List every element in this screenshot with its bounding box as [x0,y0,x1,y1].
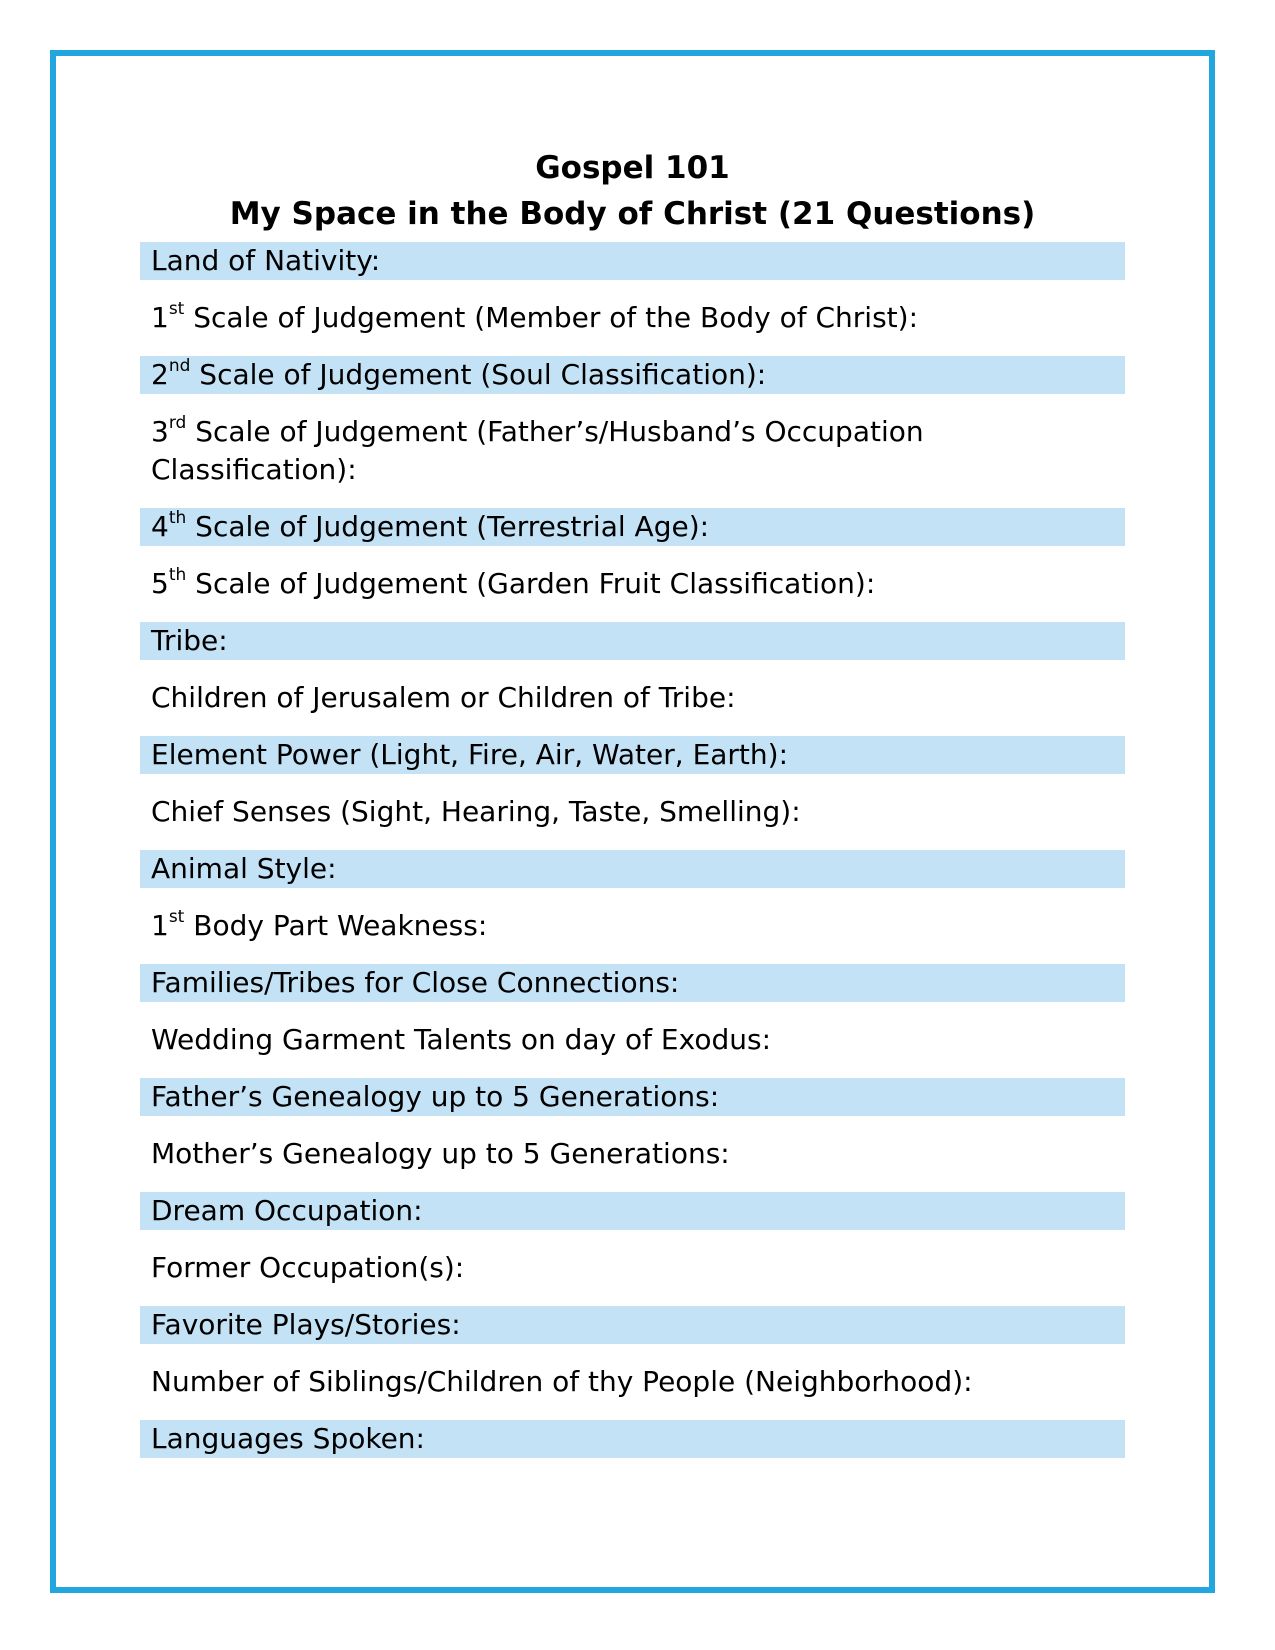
question-row: Land of Nativity: [140,242,1125,280]
question-row: Former Occupation(s): [151,1251,465,1284]
question-row: Animal Style: [140,850,1125,888]
question-row: Number of Siblings/Children of thy People (Neighborhood): [151,1365,973,1398]
question-row: 3rd Scale of Judgement (Father’s/Husband’s Occupation Classification): [151,412,924,486]
question-row: Wedding Garment Talents on day of Exodus: [151,1023,772,1056]
document-subtitle: My Space in the Body of Christ (21 Questions) [229,196,1036,232]
question-row: 2nd Scale of Judgement (Soul Classification): [140,356,1125,394]
title-block [140,145,1125,237]
question-row: Father’s Genealogy up to 5 Generations: [140,1078,1125,1116]
question-row: 5th Scale of Judgement (Garden Fruit Classification): [151,564,876,600]
question-row: Mother’s Genealogy up to 5 Generations: [151,1137,730,1170]
question-row: Families/Tribes for Close Connections: [140,964,1125,1002]
question-row: Chief Senses (Sight, Hearing, Taste, Smelling): [151,795,801,828]
question-row: Element Power (Light, Fire, Air, Water, Earth): [140,736,1125,774]
question-row: Languages Spoken: [140,1420,1125,1458]
question-row: 4th Scale of Judgement (Terrestrial Age): [140,508,1125,546]
question-row: Dream Occupation: [140,1192,1125,1230]
question-row: 1st Scale of Judgement (Member of the Body of Christ): [151,298,919,334]
question-row: Tribe: [140,622,1125,660]
question-list [140,242,1125,1477]
question-row: Children of Jerusalem or Children of Tribe: [151,681,736,714]
question-row: Favorite Plays/Stories: [140,1306,1125,1344]
question-row: 1st Body Part Weakness: [151,906,488,942]
document-title: Gospel 101 [535,150,730,186]
